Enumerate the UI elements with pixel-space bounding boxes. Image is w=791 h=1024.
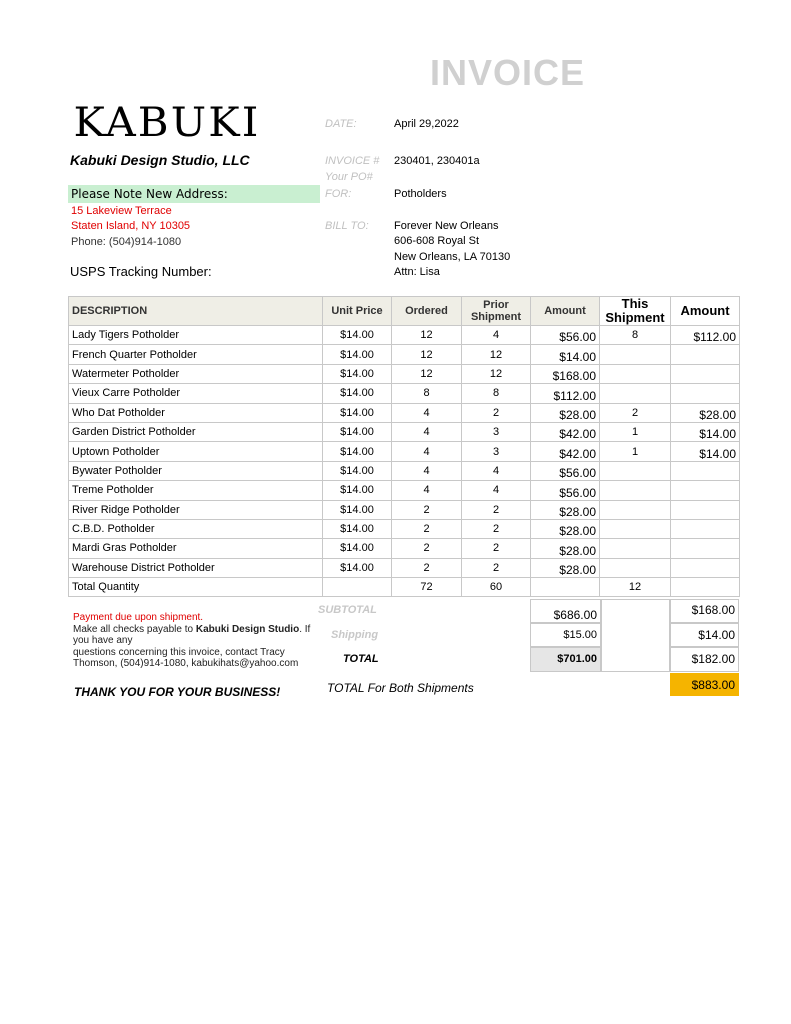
col-this-shipment: [600, 297, 671, 326]
table-row: [69, 539, 740, 558]
cell-unit-price: $14.00: [323, 384, 392, 403]
cell-prior: 2: [462, 558, 531, 577]
cell-this: [600, 558, 671, 577]
cell-unit-price: $14.00: [323, 403, 392, 422]
bill-to-label: BILL TO:: [325, 220, 369, 232]
cell-unit-price: $14.00: [323, 558, 392, 577]
cell-this: [600, 500, 671, 519]
both-shipments-label: TOTAL For Both Shipments: [327, 681, 474, 695]
cell-ordered: 12: [392, 345, 462, 364]
cell-description: Warehouse District Potholder: [69, 558, 323, 577]
cell-prior: 12: [462, 345, 531, 364]
cell-amount-2: [671, 539, 740, 558]
bill-to-line-2: 606-608 Royal St: [394, 235, 479, 247]
cell-this: 1: [600, 442, 671, 461]
cell-unit-price: $14.00: [323, 539, 392, 558]
col-prior-line-2: Shipment: [470, 311, 522, 323]
cell-amount: $56.00: [531, 461, 600, 480]
checks-pre: Make all checks payable to: [73, 624, 196, 635]
po-label: Your PO#: [325, 171, 373, 183]
tracking-label: USPS Tracking Number:: [70, 264, 212, 279]
cell-ordered: 4: [392, 403, 462, 422]
cell-unit-price: $14.00: [323, 326, 392, 345]
cell-this: 1: [600, 422, 671, 441]
cell-description: Who Dat Potholder: [69, 403, 323, 422]
for-value: Potholders: [394, 188, 447, 200]
table-row: [69, 481, 740, 500]
bill-to-line-4: Attn: Lisa: [394, 266, 440, 278]
cell-prior: 3: [462, 442, 531, 461]
cell-amount: $28.00: [531, 403, 600, 422]
cell-description: Garden District Potholder: [69, 422, 323, 441]
cell-this: [600, 461, 671, 480]
cell-ordered: 12: [392, 364, 462, 383]
address-line-1: 15 Lakeview Terrace: [71, 205, 172, 217]
total-value: $701.00: [530, 647, 601, 672]
cell-description: Vieux Carre Potholder: [69, 384, 323, 403]
total-quantity-row: [69, 578, 740, 597]
cell-prior: 2: [462, 403, 531, 422]
total-quantity-label: Total Quantity: [69, 578, 323, 597]
table-row: [69, 384, 740, 403]
cell-description: C.B.D. Potholder: [69, 519, 323, 538]
total-prior: 60: [462, 578, 531, 597]
cell-amount-2: [671, 481, 740, 500]
total-2-value: $182.00: [670, 647, 739, 672]
total-empty-price: [323, 578, 392, 597]
cell-amount-2: [671, 364, 740, 383]
total-empty-amount: [531, 578, 600, 597]
cell-amount-2: $28.00: [671, 403, 740, 422]
cell-amount-2: [671, 384, 740, 403]
bill-to-line-3: New Orleans, LA 70130: [394, 251, 511, 263]
date-label: DATE:: [325, 118, 357, 130]
cell-ordered: 4: [392, 422, 462, 441]
cell-this: [600, 384, 671, 403]
date-value: April 29,2022: [394, 118, 459, 130]
col-this-line-2: Shipment: [605, 310, 665, 325]
table-row: [69, 422, 740, 441]
subtotal-label: SUBTOTAL: [318, 604, 377, 616]
invoice-title: INVOICE: [430, 52, 586, 93]
questions-line-2: Thomson, (504)914-1080, kabukihats@yahoo.com: [73, 658, 299, 669]
cell-this: [600, 345, 671, 364]
summary-empty-cell: [601, 599, 670, 672]
shipping-value: $15.00: [530, 623, 601, 647]
cell-prior: 12: [462, 364, 531, 383]
col-unit-price: Unit Price: [323, 297, 392, 326]
line-items-table: [68, 296, 740, 597]
cell-prior: 8: [462, 384, 531, 403]
cell-ordered: 2: [392, 519, 462, 538]
cell-amount: $56.00: [531, 481, 600, 500]
cell-description: River Ridge Potholder: [69, 500, 323, 519]
cell-unit-price: $14.00: [323, 461, 392, 480]
cell-description: Uptown Potholder: [69, 442, 323, 461]
cell-this: [600, 519, 671, 538]
table-row: [69, 326, 740, 345]
cell-prior: 4: [462, 461, 531, 480]
invoice-value: 230401, 230401a: [394, 155, 480, 167]
table-row: [69, 403, 740, 422]
subtotal-2-value: $168.00: [670, 599, 739, 623]
col-amount-2: Amount: [671, 297, 740, 326]
cell-description: Treme Potholder: [69, 481, 323, 500]
cell-unit-price: $14.00: [323, 481, 392, 500]
total-this: 12: [600, 578, 671, 597]
table-row: [69, 345, 740, 364]
questions-line-1: questions concerning this invoice, contact Tracy: [73, 647, 285, 658]
cell-prior: 2: [462, 519, 531, 538]
cell-amount: $42.00: [531, 422, 600, 441]
table-row: [69, 500, 740, 519]
cell-unit-price: $14.00: [323, 422, 392, 441]
cell-prior: 4: [462, 326, 531, 345]
cell-prior: 3: [462, 422, 531, 441]
address-note: Please Note New Address:: [68, 185, 320, 203]
cell-description: French Quarter Potholder: [69, 345, 323, 364]
cell-prior: 2: [462, 500, 531, 519]
kabuki-logo: KABUKI: [73, 100, 261, 146]
cell-unit-price: $14.00: [323, 500, 392, 519]
cell-amount: $28.00: [531, 539, 600, 558]
col-this-line-1: This: [621, 296, 649, 311]
cell-amount: $14.00: [531, 345, 600, 364]
shipping-label: Shipping: [331, 629, 379, 641]
grand-total-value: $883.00: [670, 673, 739, 696]
cell-amount: $42.00: [531, 442, 600, 461]
cell-amount-2: $112.00: [671, 326, 740, 345]
cell-ordered: 2: [392, 558, 462, 577]
cell-amount-2: [671, 500, 740, 519]
col-ordered: Ordered: [392, 297, 462, 326]
cell-description: Mardi Gras Potholder: [69, 539, 323, 558]
col-amount: Amount: [531, 297, 600, 326]
cell-unit-price: $14.00: [323, 345, 392, 364]
checks-note: [73, 624, 323, 646]
checks-post: . If you have any: [73, 624, 311, 646]
cell-amount: $28.00: [531, 500, 600, 519]
cell-this: 2: [600, 403, 671, 422]
cell-unit-price: $14.00: [323, 364, 392, 383]
table-row: [69, 461, 740, 480]
total-empty-amount-2: [671, 578, 740, 597]
cell-amount-2: $14.00: [671, 442, 740, 461]
cell-prior: 2: [462, 539, 531, 558]
cell-amount-2: [671, 345, 740, 364]
col-prior-line-1: Prior: [483, 299, 509, 311]
cell-unit-price: $14.00: [323, 442, 392, 461]
cell-description: Watermeter Potholder: [69, 364, 323, 383]
checks-bold: Kabuki Design Studio: [195, 624, 300, 635]
for-label: FOR:: [325, 188, 352, 200]
shipping-2-value: $14.00: [670, 623, 739, 647]
table-header-row: [69, 297, 740, 326]
cell-amount: $28.00: [531, 519, 600, 538]
cell-amount: $168.00: [531, 364, 600, 383]
cell-ordered: 12: [392, 326, 462, 345]
cell-prior: 4: [462, 481, 531, 500]
invoice-label: INVOICE #: [325, 155, 380, 167]
bill-to-line-1: Forever New Orleans: [394, 220, 499, 232]
cell-ordered: 4: [392, 481, 462, 500]
cell-ordered: 4: [392, 461, 462, 480]
phone: Phone: (504)914-1080: [71, 236, 182, 248]
table-row: [69, 442, 740, 461]
cell-ordered: 8: [392, 384, 462, 403]
cell-this: [600, 539, 671, 558]
cell-unit-price: $14.00: [323, 519, 392, 538]
company-name: Kabuki Design Studio, LLC: [70, 152, 250, 168]
cell-description: Bywater Potholder: [69, 461, 323, 480]
table-row: [69, 558, 740, 577]
cell-ordered: 2: [392, 539, 462, 558]
table-row: [69, 364, 740, 383]
cell-amount-2: [671, 519, 740, 538]
cell-this: [600, 481, 671, 500]
thank-you: THANK YOU FOR YOUR BUSINESS!: [74, 685, 281, 699]
total-ordered: 72: [392, 578, 462, 597]
address-line-2: Staten Island, NY 10305: [71, 220, 191, 232]
cell-amount: $28.00: [531, 558, 600, 577]
cell-amount: $112.00: [531, 384, 600, 403]
cell-ordered: 4: [392, 442, 462, 461]
cell-amount-2: [671, 461, 740, 480]
col-prior-shipment: [462, 297, 531, 326]
cell-amount-2: [671, 558, 740, 577]
cell-amount: $56.00: [531, 326, 600, 345]
cell-amount-2: $14.00: [671, 422, 740, 441]
payment-note: Payment due upon shipment.: [73, 612, 204, 623]
total-label: TOTAL: [343, 653, 379, 665]
table-row: [69, 519, 740, 538]
cell-this: [600, 364, 671, 383]
cell-ordered: 2: [392, 500, 462, 519]
cell-description: Lady Tigers Potholder: [69, 326, 323, 345]
subtotal-value: $686.00: [530, 599, 601, 623]
cell-this: 8: [600, 326, 671, 345]
col-description: DESCRIPTION: [69, 297, 323, 326]
